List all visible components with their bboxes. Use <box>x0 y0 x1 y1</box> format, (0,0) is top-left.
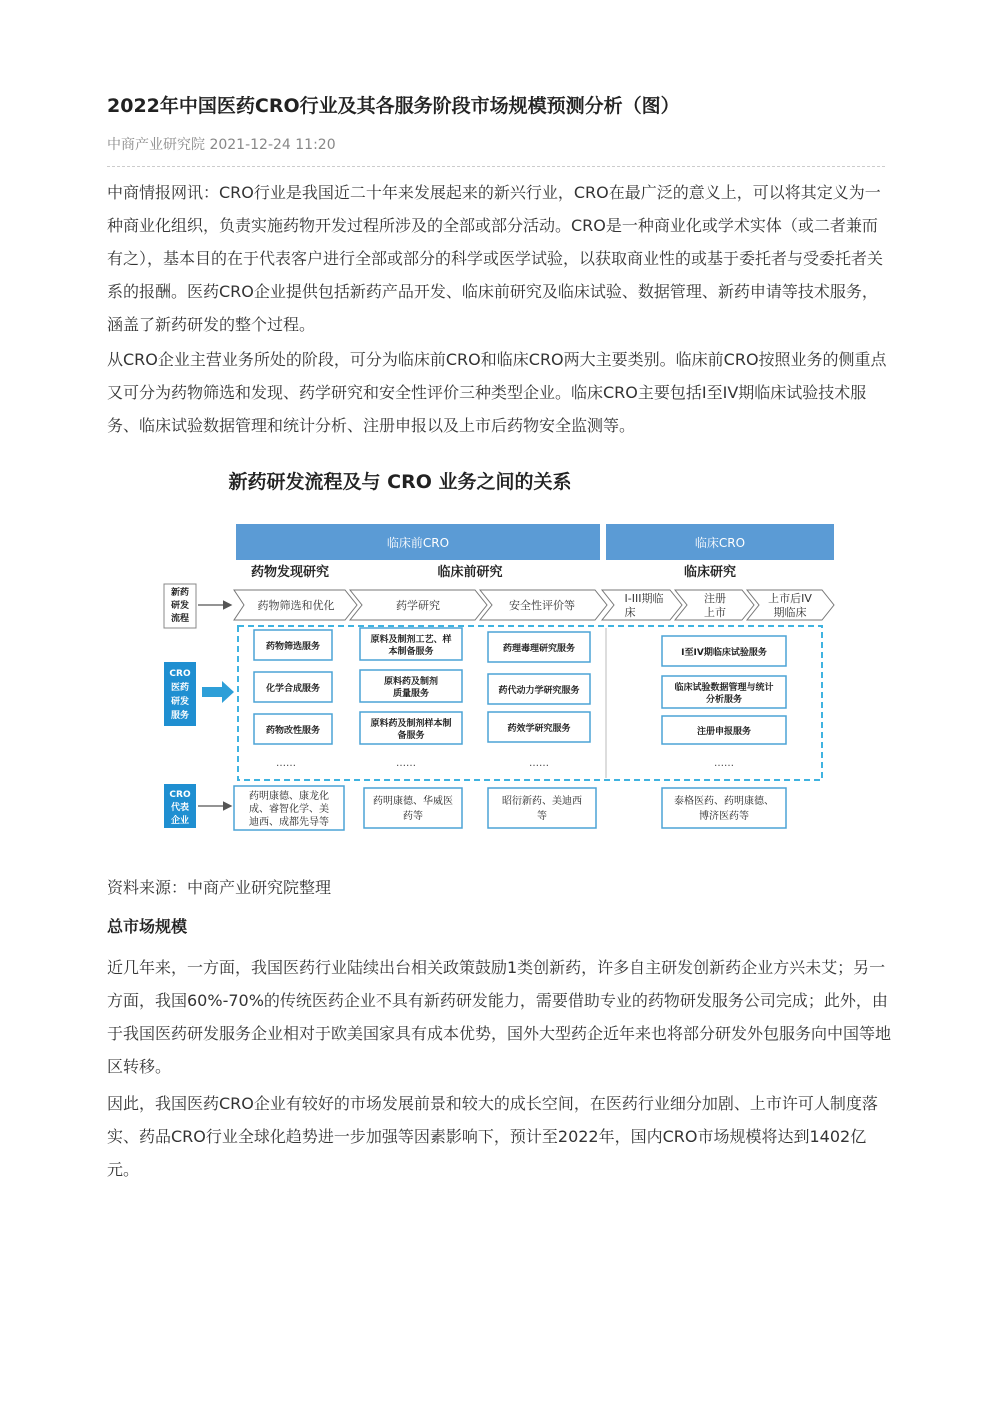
row-label-service-1: CRO <box>169 669 191 679</box>
service-c2-1-label-1: 原料及制剂工艺、样 <box>370 635 452 645</box>
service-c2-2-label-2: 质量服务 <box>392 689 430 699</box>
service-c3-ellipsis: …… <box>529 758 549 769</box>
figure-source: 资料来源：中商产业研究院整理 <box>107 878 332 897</box>
row-label-process-3: 流程 <box>170 614 190 624</box>
row-label-process-1: 新药 <box>170 588 190 598</box>
row-label-service-2: 医药 <box>170 683 190 693</box>
service-c2-3-label-1: 原料药及制剂样本制 <box>370 719 452 729</box>
row-label-company-3: 企业 <box>170 816 190 826</box>
service-c4-1-label: I至IV期临床试验服务 <box>681 648 767 658</box>
header-preclinical-label: 临床前CRO <box>386 536 450 550</box>
company-c3-box <box>488 788 596 828</box>
section-title: 总市场规模 <box>107 917 188 936</box>
stage-discovery-label: 药物发现研究 <box>250 565 330 580</box>
divider <box>107 166 885 167</box>
paragraph-market-reasons: 近几年来，一方面，我国医药行业陆续出台相关政策鼓励1类创新药，许多自主研发创新药企业方兴未艾；另一方面，我国60%-70%的传统医药企业不具有新药研发能力，需要借助专业的药物研发服务公司完成；此外，由于我国医药研发服务企业相对于欧美国家具有成本优势，国外大型药企近年来也将部分研发外包服务向中国等地区转移。 <box>107 958 892 1076</box>
service-arrow <box>202 681 234 703</box>
figure-title: 新药研发流程及与 CRO 业务之间的关系 <box>228 471 572 493</box>
service-c2-2-label-1: 原料药及制剂 <box>383 677 439 687</box>
service-c4-2-label-2: 分析服务 <box>705 695 743 705</box>
article-title: 2022年中国医药CRO行业及其各服务阶段市场规模预测分析（图） <box>107 95 680 117</box>
paragraph-categories: 从CRO企业主营业务所处的阶段，可分为临床前CRO和临床CRO两大主要类别。临床前CRO按照业务的侧重点又可分为药物筛选和发现、药学研究和安全性评价三种类型企业。临床CRO主要包括I至IV期临床试验技术服务、临床试验数据管理和统计分析、注册申报以及上市后药物安全监测等。 <box>107 350 887 435</box>
stage-preclinical-label: 临床前研究 <box>437 565 503 580</box>
paragraph-intro: 中商情报网讯：CRO行业是我国近二十年来发展起来的新兴行业，CRO在最广泛的意义上，可以将其定义为一种商业化组织，负责实施药物开发过程所涉及的全部或部分活动。CRO是一种商业化或学术实体（或二者兼而有之），基本目的在于代表客户进行全部或部分的科学或医学试验，以获取商业性的或基于委托者与受委托者关系的报酬。医药CRO企业提供包括新药产品开发、临床前研究及临床试验、数据管理、新药申请等技术服务，涵盖了新药研发的整个过程。 <box>107 183 884 334</box>
step-4-label-2: 床 <box>624 606 636 619</box>
service-c2-ellipsis: …… <box>396 758 416 769</box>
company-c2-line-2: 药等 <box>403 811 423 822</box>
company-c2-box <box>364 788 462 828</box>
company-c1-line-3: 迪西、成都先导等 <box>249 817 329 828</box>
step-6-label-1: 上市后IV <box>768 592 812 605</box>
paragraph-market-forecast: 因此，我国医药CRO企业有较好的市场发展前景和较大的成长空间，在医药行业细分加剧、上市许可人制度落实、药品CRO行业全球化趋势进一步加强等因素影响下，预计至2022年，国内CRO市场规模将达到1402亿元。 <box>107 1094 878 1179</box>
row-label-process-2: 研发 <box>170 601 190 611</box>
article-meta: 中商产业研究院 2021-12-24 11:20 <box>107 137 336 153</box>
company-c4-line-1: 泰格医药、药明康德、 <box>674 796 774 807</box>
row-label-company-1: CRO <box>169 790 191 800</box>
company-c3-line-2: 等 <box>537 811 547 822</box>
step-4-label-1: I-III期临 <box>624 592 664 605</box>
company-c3-line-1: 昭衍新药、美迪西 <box>502 796 582 807</box>
service-c1-3-label: 药物改性服务 <box>265 726 321 736</box>
header-clinical-label: 临床CRO <box>694 536 746 550</box>
company-c1-line-2: 成、睿智化学、美 <box>249 804 329 815</box>
company-c2-line-1: 药明康德、华威医 <box>373 796 453 807</box>
company-c1-line-1: 药明康德、康龙化 <box>249 791 329 802</box>
company-c4-box <box>662 788 786 828</box>
service-c1-1-label: 药物筛选服务 <box>265 642 321 652</box>
cro-process-figure <box>130 456 860 844</box>
service-c1-ellipsis: …… <box>276 758 296 769</box>
company-c4-line-2: 博济医药等 <box>699 811 749 822</box>
step-6-label-2: 期临床 <box>773 606 807 619</box>
step-1-label: 药物筛选和优化 <box>257 599 335 612</box>
service-c2-1-label-2: 本制备服务 <box>388 647 434 657</box>
service-c3-2-label: 药代动力学研究服务 <box>498 686 580 696</box>
service-c1-2-label: 化学合成服务 <box>265 684 321 694</box>
service-c3-1-label: 药理毒理研究服务 <box>502 644 576 654</box>
service-c4-2-label-1: 临床试验数据管理与统计 <box>674 683 774 693</box>
step-3-label: 安全性评价等 <box>509 599 575 612</box>
row-label-service-4: 服务 <box>170 711 190 721</box>
service-c4-ellipsis: …… <box>714 758 734 769</box>
stage-clinical-label: 临床研究 <box>683 565 737 580</box>
step-5-label-1: 注册 <box>704 592 726 605</box>
step-2-label: 药学研究 <box>396 599 440 612</box>
service-c2-3-label-2: 备服务 <box>397 731 425 741</box>
row-label-service-3: 研发 <box>170 697 190 707</box>
service-c3-3-label: 药效学研究服务 <box>507 724 571 734</box>
step-5-label-2: 上市 <box>704 606 726 619</box>
service-c4-3-label: 注册申报服务 <box>696 727 752 737</box>
row-label-company-2: 代表 <box>170 803 190 813</box>
